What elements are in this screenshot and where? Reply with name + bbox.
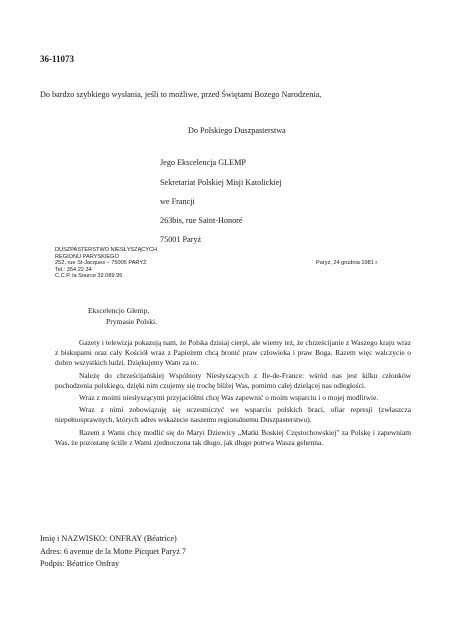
letterhead-line-4: Tel.: 354.22.34 [55,266,92,273]
salutation-line-1: Ekscelencjo Glemp, [88,306,150,315]
paragraph-1: Gazety i telewizja pokazują nam, że Polska dzisiaj cierpi, ale wiemy też, że chrześcijanie z Waszego kraju wraz z biskupami oraz cały Kościół wraz z Papieżem chcą bronić praw człowieka i praw Boga. Razem więc walczycie o dobro wszystkich ludzi. Dziękujemy Wam za to. [55,338,411,368]
paragraph-3: Wraz z moimi niesłyszącymi przyjaciółmi chcę Was zapewnić o moim wsparciu i o mojej modlitwie. [79,393,379,403]
urgent-note: Do bardzo szybkiego wysłania, jeśli to możliwe, przed Świętami Bożego Narodzenia, [40,90,322,99]
sender-letterhead [55,247,157,280]
addressee-line: Do Polskiego Duszpasterstwa [188,126,286,135]
letterhead-line-1: DUSZPASTERSTWO NIESŁYSZĄCYCH [55,247,158,253]
recipient-line-5: 75001 Paryż [160,235,202,244]
letter-date: Paryż, 24 grudnia 1981 r. [316,260,379,266]
letterhead-line-3: 252, rue St-Jacques – 75005 PARYŻ [55,260,147,267]
signer-address: Adres: 6 avenue de la Motte Picquet Paryż 7 [40,546,186,556]
paragraph-5: Razem z Wami chcę modlić się do Maryi Dziewicy „Matki Boskiej Częstochowskiej" za Polskę i zapewniam Was, że pozostanę ściśle z Wami zjednoczona tak długo, jak długo potrwa Wasza gehenna. [55,427,411,447]
recipient-line-2: Sekretariat Polskiej Misji Katolickiej [160,178,282,187]
letter-body [55,338,411,450]
salutation-line-2: Prymasie Polski. [106,317,158,326]
paragraph-4: Wraz z nimi zobowiązuję się uczestniczyć we wsparciu polskich braci, ofiar represji (zwłaszcza niepełnosprawnych, których adres wskażecie naszemu regionalnemu Duszpasterstwu). [55,405,411,425]
document-id: 36-11073 [40,54,75,64]
signer-signature: Podpis: Béatrice Onfray [40,559,120,568]
letterhead-line-2: REGIONU PARYSKIEGO [55,253,119,260]
paragraph-2: Należę do chrześcijańskiej Wspólnoty Niesłyszących z Ile-de-France: wśród nas jest kilku członków pochodzenia polskiego, dzięki nim czujemy się trochę bliżej Was, pomimo całej dzielącej nas odległości. [55,370,411,390]
signer-name: Imię i NAZWISKO: ONFRAY (Béatrice) [40,534,177,543]
recipient-line-1: Jego Ekscelencja GLEMP [160,158,246,167]
recipient-line-3: we Francji [160,197,195,206]
letterhead-line-5: C.C.P. la Source 32.089.95 [55,273,123,280]
signature-block [40,533,186,571]
recipient-line-4: 263bis, rue Saint-Honoré [160,216,243,225]
